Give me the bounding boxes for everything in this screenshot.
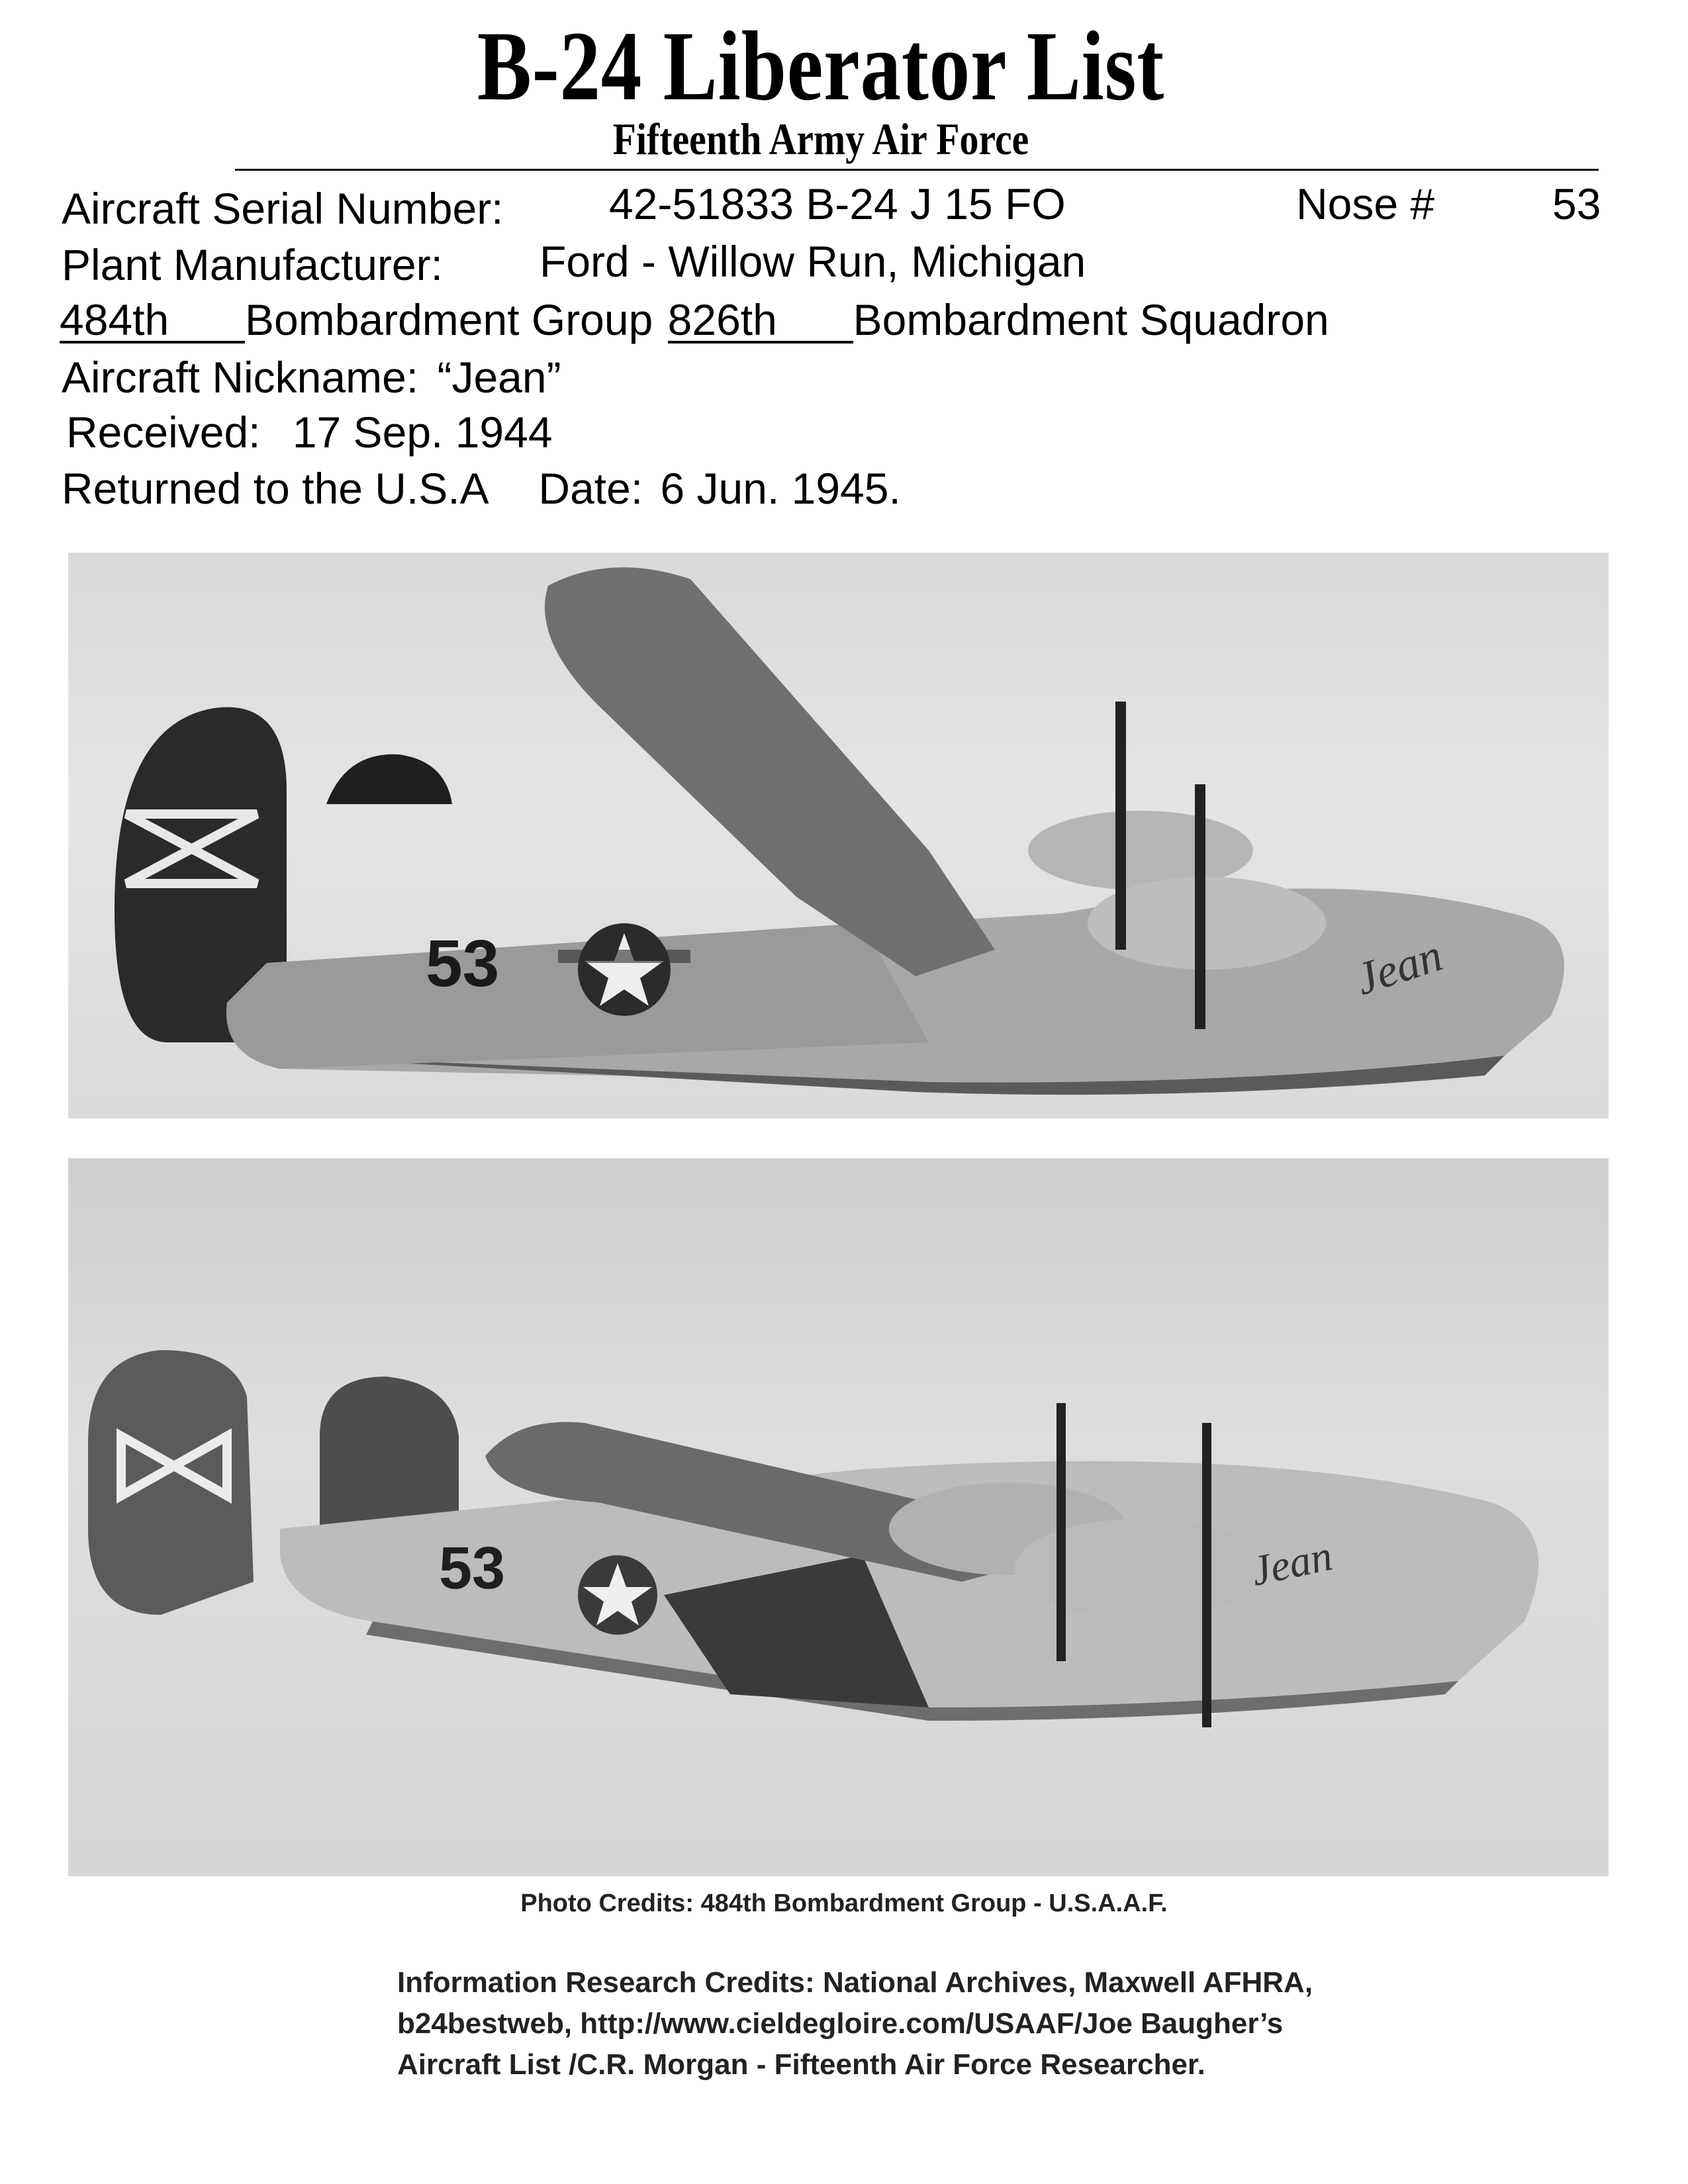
- returned-label: Returned to the U.S.A: [62, 464, 487, 513]
- group-label: Bombardment Group: [245, 295, 653, 344]
- group-value: 484th: [60, 298, 245, 343]
- plant-label: Plant Manufacturer:: [62, 240, 443, 289]
- returned-date-label: Date:: [538, 464, 643, 513]
- nickname-label: Aircraft Nickname:: [62, 353, 419, 402]
- received-row: [66, 406, 553, 459]
- page-title: B-24 Liberator List: [477, 11, 1165, 121]
- received-label: Received:: [66, 408, 261, 457]
- b24-aircraft-icon: [68, 1158, 1609, 1876]
- squadron-label: Bombardment Squadron: [853, 295, 1329, 344]
- serial-value: 42-51833 B-24 J 15 FO: [609, 179, 1066, 228]
- nose-art: Jean: [1349, 929, 1449, 1005]
- squadron-value: 826th: [668, 298, 853, 343]
- b24-aircraft-icon: [68, 553, 1609, 1118]
- tail-number: 53: [439, 1535, 506, 1602]
- serial-label: Aircraft Serial Number:: [62, 184, 504, 233]
- returned-row: [62, 462, 901, 515]
- aircraft-photo-1: [68, 553, 1609, 1118]
- research-credits: Information Research Credits: National Archives, Maxwell AFHRA, b24bestweb, http://www.cieldegloire.com/USAAF/Joe Baugher’s Aircraft List /C.R. Morgan - Fifteenth Air Force Researcher.: [397, 1966, 1313, 2081]
- page-subtitle: Fifteenth Army Air Force: [612, 114, 1029, 164]
- nickname-value: “Jean”: [437, 353, 561, 402]
- received-value: 17 Sep. 1944: [292, 408, 553, 457]
- aircraft-photo-2: [68, 1158, 1609, 1876]
- tail-number: 53: [426, 927, 500, 1001]
- plant-value: Ford - Willow Run, Michigan: [539, 237, 1086, 286]
- title-divider: [235, 169, 1599, 171]
- returned-date-value: 6 Jun. 1945.: [660, 464, 901, 513]
- group-row: [60, 293, 1329, 346]
- nose-art: Jean: [1246, 1531, 1336, 1596]
- nose-label: Nose #: [1296, 179, 1435, 228]
- photo-credits: Photo Credits: 484th Bombardment Group - U.S.A.A.F.: [520, 1889, 1168, 1917]
- nose-value: 53: [1552, 179, 1601, 228]
- nickname-row: [62, 351, 561, 404]
